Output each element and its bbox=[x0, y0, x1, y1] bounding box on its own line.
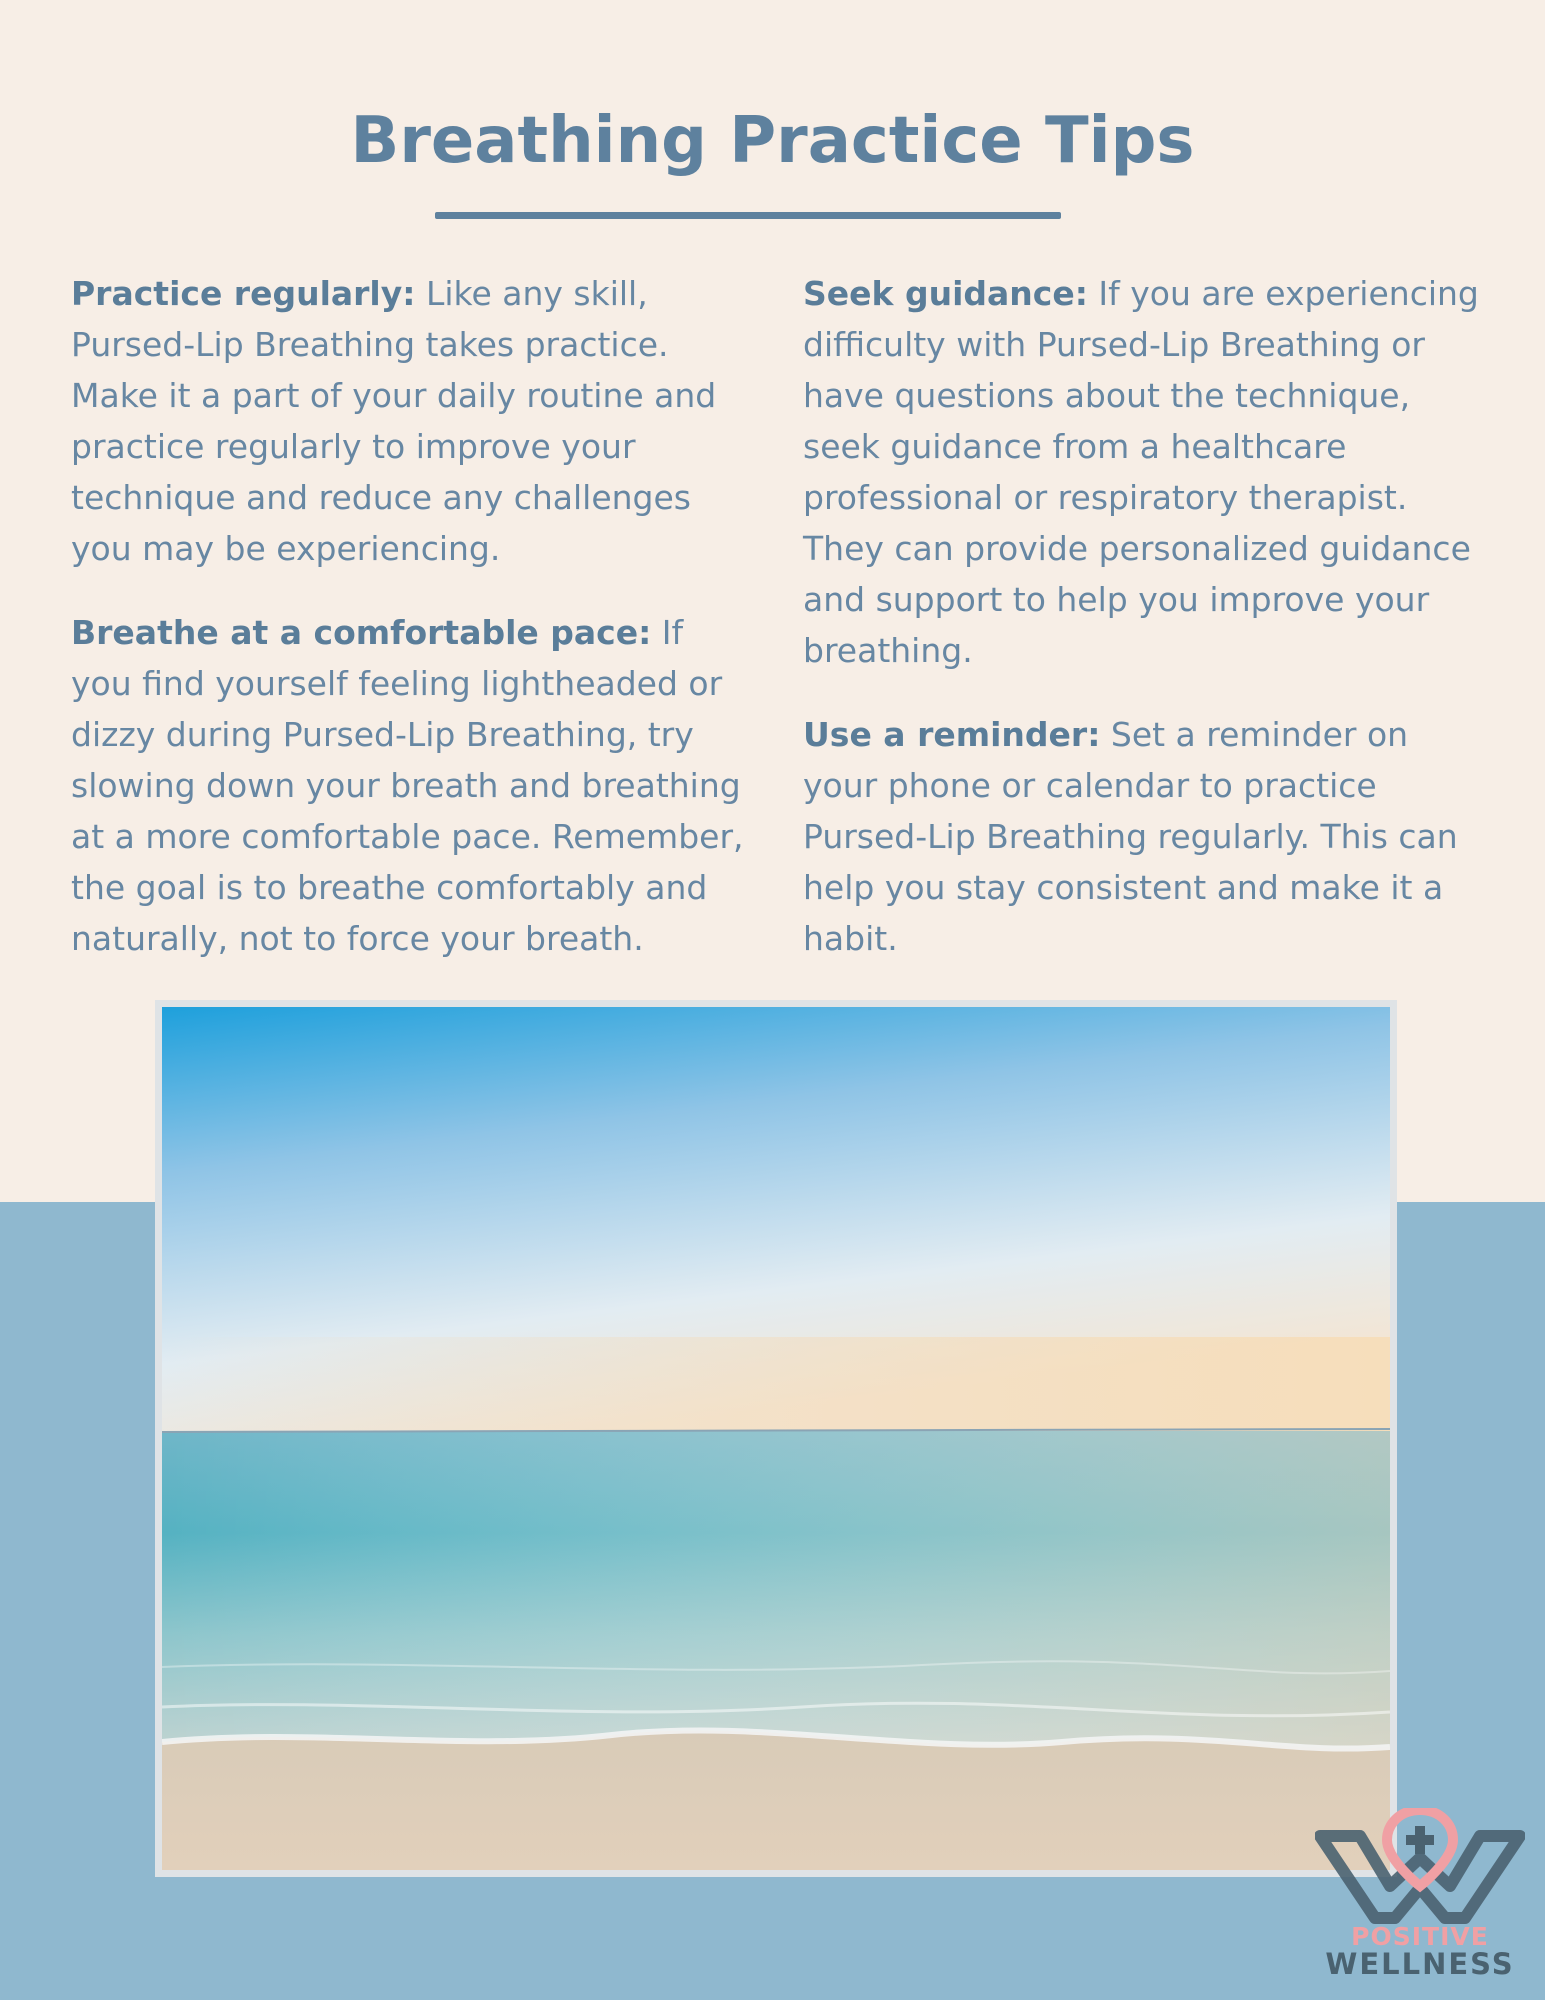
tip-body: If you find yourself feeling lightheaded or dizzy during Pursed-Lip Breathing, try slowing down your breath and breathing at a more comfortable pace. Remember, the goal is to breathe comfortably and naturally, not to force your breath. bbox=[71, 613, 744, 958]
tip-body: If you are experiencing difficulty with Pursed-Lip Breathing or have questions about the technique, seek guidance from a healthcare professional or respiratory therapist. They can provide personalized guidance and support to help you improve your breathing. bbox=[803, 274, 1479, 670]
tip-practice-regularly bbox=[71, 268, 751, 574]
tip-comfortable-pace bbox=[71, 607, 751, 964]
tips-column-left bbox=[71, 268, 751, 997]
tip-heading: Breathe at a comfortable pace: bbox=[71, 613, 652, 652]
beach-photo bbox=[162, 1007, 1390, 1870]
tip-body: Set a reminder on your phone or calendar to practice Pursed-Lip Breathing regularly. This can help you stay consistent and make it a habit. bbox=[803, 715, 1458, 958]
positive-wellness-logo bbox=[1315, 1808, 1525, 1983]
tip-heading: Use a reminder: bbox=[803, 715, 1101, 754]
title-underline bbox=[435, 212, 1061, 219]
logo-text-positive: POSITIVE bbox=[1351, 1922, 1489, 1951]
tip-use-reminder bbox=[803, 709, 1483, 964]
tip-heading: Seek guidance: bbox=[803, 274, 1088, 313]
beach-photo-frame bbox=[155, 1000, 1397, 1877]
tip-body: Like any skill, Pursed-Lip Breathing takes practice. Make it a part of your daily routine and practice regularly to improve your technique and reduce any challenges you may be experiencing. bbox=[71, 274, 717, 568]
location-pin-cross-icon bbox=[1315, 1808, 1525, 1928]
page-title: Breathing Practice Tips bbox=[350, 104, 1195, 178]
tips-column-right bbox=[803, 268, 1483, 997]
logo-text-wellness: WELLNESS bbox=[1325, 1947, 1515, 1981]
tip-seek-guidance bbox=[803, 268, 1483, 676]
tip-heading: Practice regularly: bbox=[71, 274, 416, 313]
